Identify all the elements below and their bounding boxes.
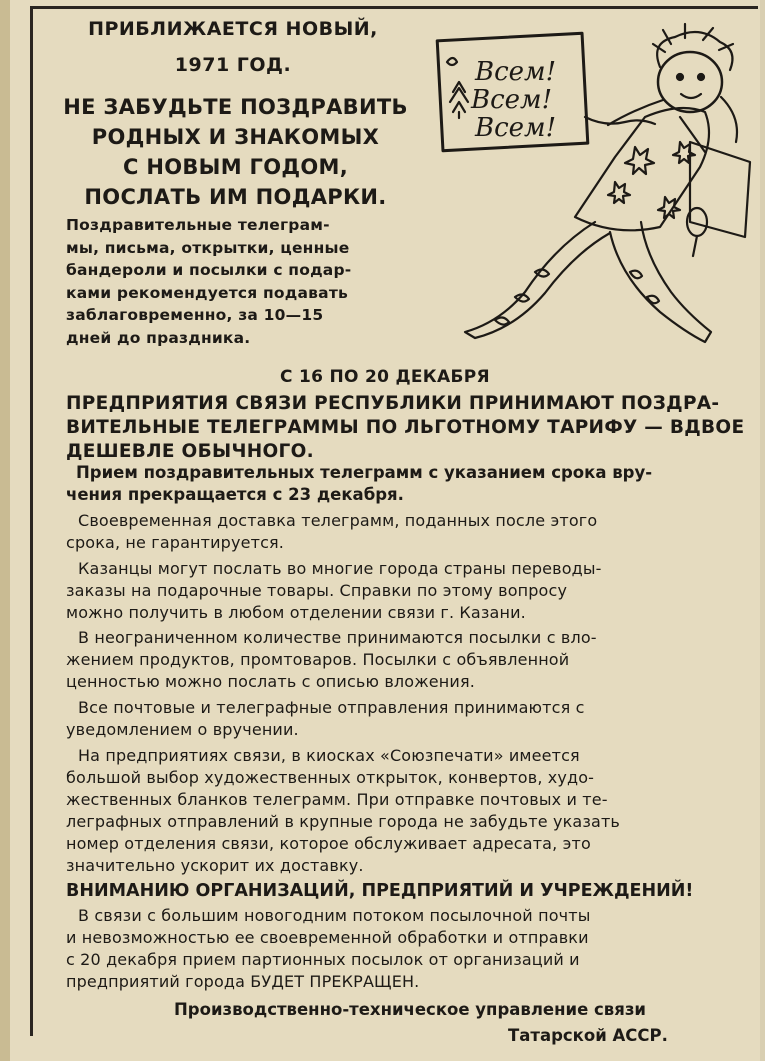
top-border-rule <box>30 6 758 9</box>
paragraph-line: жественных бланков телеграмм. При отправке почтовых и те- <box>66 790 608 809</box>
card-word: Всем! <box>471 85 553 115</box>
intro-line: Поздравительные телеграм- <box>66 216 330 234</box>
appeal-block <box>38 92 433 212</box>
page-edge <box>0 0 10 1061</box>
signature-line-2: Татарской АССР. <box>508 1026 668 1045</box>
paragraph-line: На предприятиях связи, в киосках «Союзпечати» имеется <box>78 746 580 765</box>
paragraph-line: жением продуктов, промтоваров. Посылки с объявленной <box>66 650 570 669</box>
notice-paragraph <box>66 697 760 741</box>
card-word: Всем! <box>475 57 557 87</box>
kiosks-paragraph <box>66 745 760 877</box>
paragraph-line: заказы на подарочные товары. Справки по этому вопросу <box>66 581 568 600</box>
girl-with-envelope-icon <box>435 22 755 352</box>
intro-line: мы, письма, открытки, ценные <box>66 238 350 257</box>
paragraph-line: В связи с большим новогодним потоком посылочной почты <box>78 906 591 925</box>
organizations-heading: ВНИМАНИЮ ОРГАНИЗАЦИЙ, ПРЕДПРИЯТИЙ И УЧРЕЖДЕНИЙ! <box>66 881 694 901</box>
paragraph-line: ценностью можно послать с описью вложения. <box>66 672 475 691</box>
newspaper-clipping <box>10 0 760 1061</box>
appeal-line: С НОВЫМ ГОДОМ, <box>123 155 348 179</box>
paragraph-line: и невозможностью ее своевременной обработки и отправки <box>66 928 589 947</box>
appeal-line: ПОСЛАТЬ ИМ ПОДАРКИ. <box>84 185 387 209</box>
signature-line-1: Производственно-техническое управление связи <box>174 1000 646 1019</box>
delivery-paragraph <box>66 510 760 554</box>
deadline-block <box>66 462 760 506</box>
organizations-paragraph <box>66 905 760 993</box>
paragraph-line: можно получить в любом отделении связи г. Казани. <box>66 603 526 622</box>
paragraph-line: уведомлением о вручении. <box>66 720 299 739</box>
heading-line-1: ПРИБЛИЖАЕТСЯ НОВЫЙ, <box>88 18 378 40</box>
paragraph-line: срока, не гарантируется. <box>66 533 285 552</box>
transfers-paragraph <box>66 558 760 624</box>
dates-subheading: С 16 ПО 20 ДЕКАБРЯ <box>280 367 490 387</box>
tariff-line: ДЕШЕВЛЕ ОБЫЧНОГО. <box>66 441 314 462</box>
paragraph-line: большой выбор художественных открыток, конвертов, худо- <box>66 768 595 787</box>
heading-line-2: 1971 ГОД. <box>174 54 292 76</box>
paragraph-line: леграфных отправлений в крупные города не забудьте указать <box>66 812 621 831</box>
intro-line: заблаговременно, за 10—15 <box>66 306 324 324</box>
paragraph-line: Своевременная доставка телеграмм, поданных после этого <box>78 511 598 530</box>
paragraph-line: Казанцы могут послать во многие города страны переводы- <box>78 559 602 578</box>
intro-line: бандероли и посылки с подар- <box>66 261 352 279</box>
illustration-drawing <box>435 22 755 352</box>
parcels-paragraph <box>66 627 760 693</box>
paragraph-line: значительно ускорит их доставку. <box>66 856 364 875</box>
deadline-line: чения прекращается с 23 декабря. <box>66 485 404 504</box>
tariff-line: ВИТЕЛЬНЫЕ ТЕЛЕГРАММЫ ПО ЛЬГОТНОМУ ТАРИФУ — ВДВОЕ <box>66 417 745 438</box>
paragraph-line: В неограниченном количестве принимаются посылки с вло- <box>78 628 597 647</box>
appeal-line: РОДНЫХ И ЗНАКОМЫХ <box>91 125 380 149</box>
tariff-line: ПРЕДПРИЯТИЯ СВЯЗИ РЕСПУБЛИКИ ПРИНИМАЮТ ПОЗДРА- <box>66 393 720 414</box>
intro-paragraph <box>66 214 396 349</box>
deadline-line: Прием поздравительных телеграмм с указанием срока вру- <box>76 463 653 482</box>
card-word: Всем! <box>475 113 557 143</box>
paragraph-line: номер отделения связи, которое обслуживает адресата, это <box>66 834 591 853</box>
paragraph-line: с 20 декабря прием партионных посылок от организаций и <box>66 950 580 969</box>
intro-line: дней до праздника. <box>66 328 251 347</box>
tariff-block <box>66 392 760 464</box>
appeal-line: НЕ ЗАБУДЬТЕ ПОЗДРАВИТЬ <box>63 95 408 119</box>
paragraph-line: Все почтовые и телеграфные отправления принимаются с <box>78 698 585 717</box>
left-border-rule <box>30 6 33 1036</box>
paragraph-line: предприятий города БУДЕТ ПРЕКРАЩЕН. <box>66 972 420 991</box>
intro-line: ками рекомендуется подавать <box>66 283 349 302</box>
